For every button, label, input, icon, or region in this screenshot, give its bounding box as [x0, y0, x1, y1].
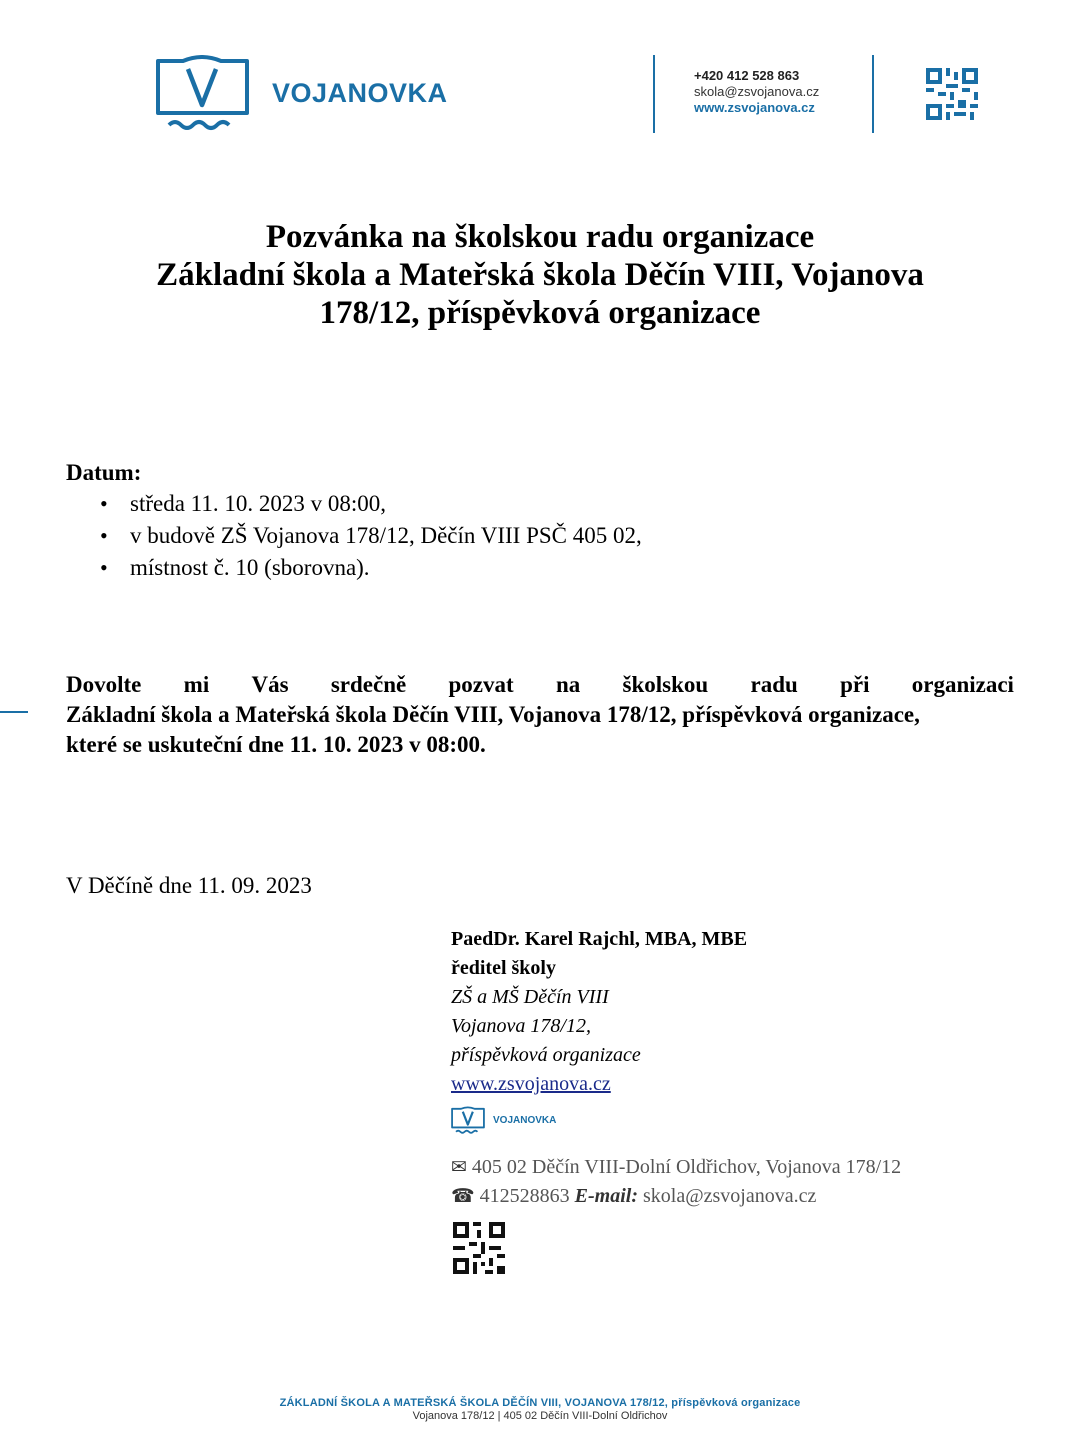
footer-line: ZÁKLADNÍ ŠKOLA A MATEŘSKÁ ŠKOLA DĚČÍN VIII, VOJANOVA 178/12, příspěvková organizace: [279, 1397, 801, 1409]
page-footer: [0, 1397, 1080, 1422]
telephone-icon: ☎: [451, 1186, 475, 1207]
title-line: Pozvánka na školskou radu organizace: [265, 219, 815, 255]
brand-name: VOJANOVKA: [493, 1115, 557, 1126]
phone-line: [451, 1182, 901, 1211]
header-web[interactable]: www.zsvojanova.cz: [694, 100, 815, 115]
list-item: • místnost č. 10 (sborovna).: [100, 552, 642, 584]
page-title: [0, 218, 1080, 332]
word: radu: [750, 672, 798, 697]
invitation-line: které se uskuteční dne 11. 10. 2023 v 08:00.: [66, 732, 486, 757]
word: srdečně: [330, 672, 407, 697]
email-label: E-mail:: [574, 1185, 639, 1207]
phone-text: 412528863: [479, 1185, 570, 1207]
address-line: [451, 1153, 901, 1182]
vojanovka-logo-icon: [155, 55, 250, 135]
vojanovka-logo-icon: [451, 1106, 485, 1136]
envelope-icon: ✉: [451, 1157, 467, 1178]
list-item: • středa 11. 10. 2023 v 08:00,: [100, 488, 642, 520]
website-link[interactable]: www.zsvojanova.cz: [451, 1073, 611, 1095]
datum-label: Datum:: [66, 460, 142, 485]
brand-name: VOJANOVKA: [272, 78, 448, 108]
title-line: Základní škola a Mateřská škola Děčín VIII, Vojanova: [156, 257, 924, 293]
email-text[interactable]: skola@zsvojanova.cz: [643, 1185, 817, 1207]
header-email[interactable]: skola@zsvojanova.cz: [694, 84, 820, 99]
margin-mark: [0, 711, 28, 713]
word: při: [840, 672, 870, 697]
qr-code-icon: [926, 68, 978, 120]
word: školskou: [622, 672, 709, 697]
footer-line: Vojanova 178/12 | 405 02 Děčín VIII-Dolní Oldřichov: [412, 1410, 668, 1422]
invitation-line: [66, 670, 1014, 700]
invitation-line: Základní škola a Mateřská škola Děčín VIII, Vojanova 178/12, příspěvková organizace,: [66, 702, 920, 727]
list-item: • v budově ZŠ Vojanova 178/12, Děčín VIII PSČ 405 02,: [100, 520, 642, 552]
word: organizaci: [911, 672, 1014, 697]
divider: [872, 55, 874, 133]
divider: [653, 55, 655, 133]
org-line: ZŠ a MŠ Děčín VIII: [451, 986, 609, 1008]
signature-block: [451, 925, 747, 1099]
datum-list: [100, 488, 642, 584]
word: na: [555, 672, 581, 697]
address-text: 405 02 Děčín VIII-Dolní Oldřichov, Vojanova 178/12: [471, 1156, 902, 1178]
qr-code-icon: [453, 1222, 505, 1274]
signatory-role: ředitel školy: [451, 957, 556, 979]
header-contact: [694, 68, 819, 116]
title-line: 178/12, příspěvková organizace: [319, 295, 761, 331]
org-line: příspěvková organizace: [451, 1044, 641, 1066]
contact-block: [451, 1153, 901, 1211]
place-date: V Děčíně dne 11. 09. 2023: [66, 873, 312, 898]
word: pozvat: [448, 672, 514, 697]
org-line: Vojanova 178/12,: [451, 1015, 591, 1037]
header-phone: +420 412 528 863: [694, 68, 800, 83]
signatory-name: PaedDr. Karel Rajchl, MBA, MBE: [451, 928, 748, 950]
word: Vás: [251, 672, 289, 697]
invitation-paragraph: [66, 670, 1014, 760]
word: mi: [183, 672, 210, 697]
word: Dovolte: [66, 672, 142, 697]
